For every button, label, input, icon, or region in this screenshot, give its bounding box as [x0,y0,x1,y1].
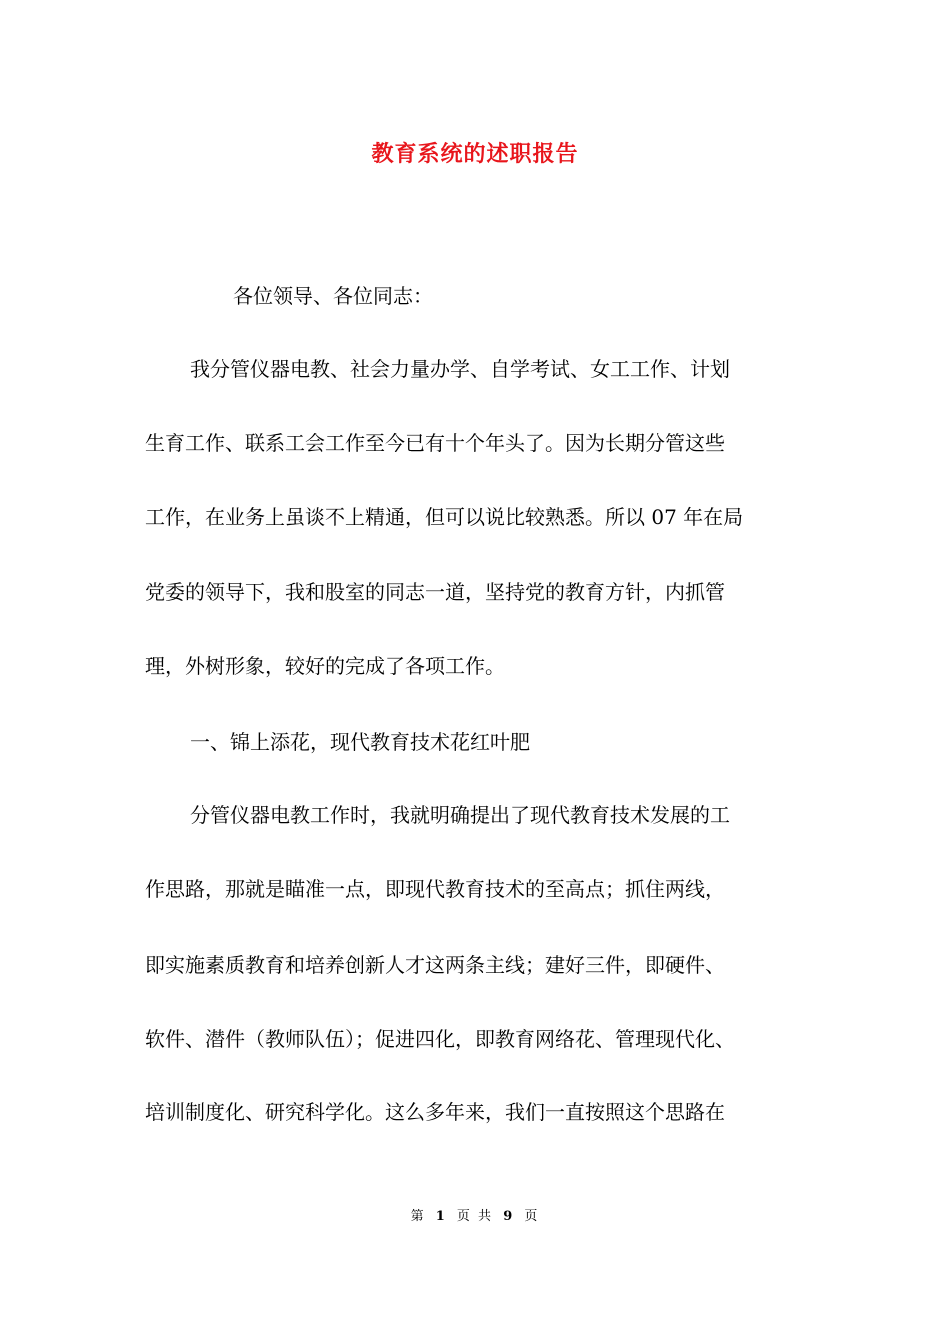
paragraph-line: 工作，在业务上虽谈不上精通，但可以说比较熟悉。所以 07 年在局 [145,505,744,529]
footer-middle: 页 共 [456,1209,494,1224]
page-footer [0,1207,950,1227]
footer-prefix: 第 [410,1209,426,1224]
current-page-number: 1 [435,1209,447,1224]
paragraph-line: 党委的领导下，我和股室的同志一道，坚持党的教育方针，内抓管 [145,580,725,604]
paragraph-line: 即实施素质教育和培养创新人才这两条主线；建好三件，即硬件、 [145,953,725,977]
section-heading: 一、锦上添花，现代教育技术花红叶肥 [190,730,530,754]
paragraph-line: 分管仪器电教工作时，我就明确提出了现代教育技术发展的工 [190,803,730,827]
salutation: 各位领导、各位同志： [233,284,433,308]
paragraph-line: 生育工作、联系工会工作至今已有十个年头了。因为长期分管这些 [145,431,725,455]
paragraph-line: 我分管仪器电教、社会力量办学、自学考试、女工工作、计划 [190,357,730,381]
paragraph-line: 软件、潜件（教师队伍）；促进四化，即教育网络花、管理现代化、 [145,1027,735,1051]
footer-suffix: 页 [524,1209,540,1224]
paragraph-line: 培训制度化、研究科学化。这么多年来，我们一直按照这个思路在 [145,1100,725,1124]
paragraph-line: 理，外树形象，较好的完成了各项工作。 [145,654,505,678]
document-title: 教育系统的述职报告 [371,141,579,167]
paragraph-line: 作思路，那就是瞄准一点，即现代教育技术的至高点；抓住两线， [145,877,725,901]
total-page-number: 9 [503,1209,515,1224]
